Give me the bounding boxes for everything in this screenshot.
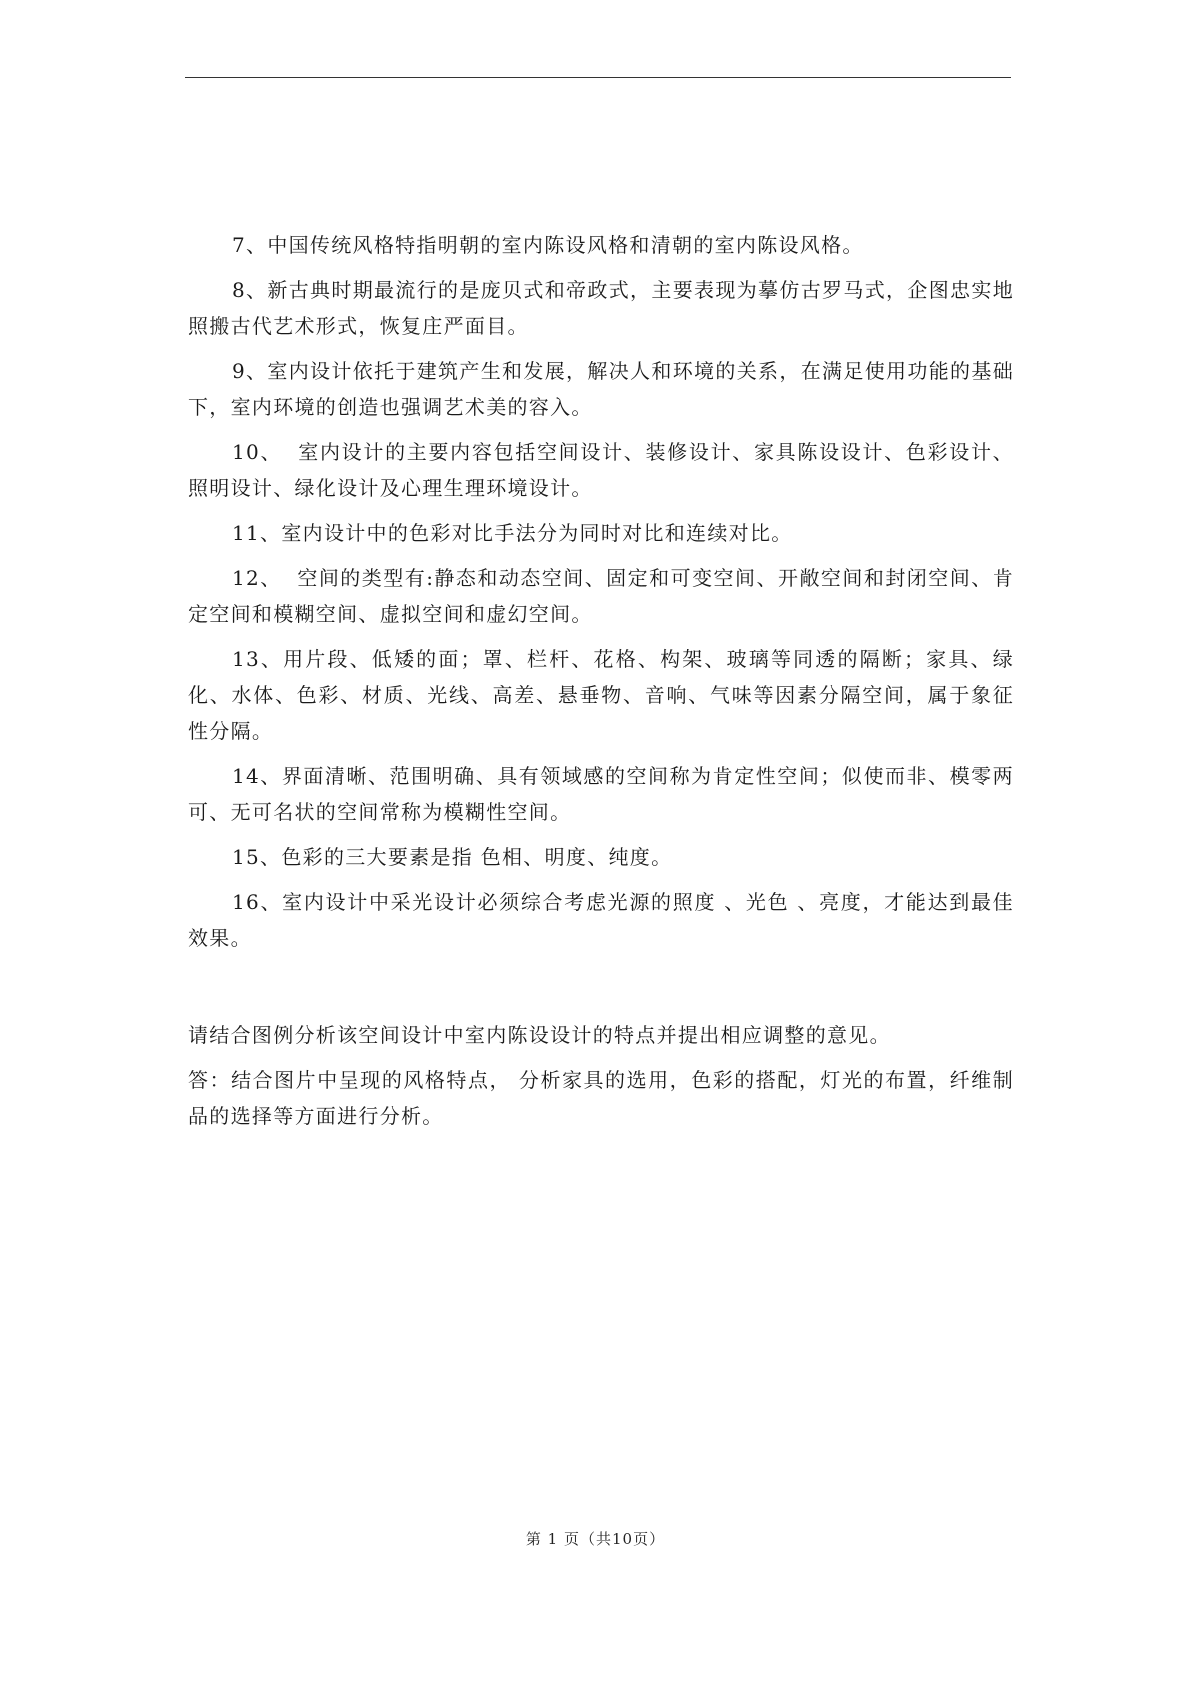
list-item-10: 10、 室内设计的主要内容包括空间设计、装修设计、家具陈设设计、色彩设计、照明设计、绿化设计及心理生理环境设计。	[188, 440, 1014, 500]
document-body	[188, 227, 1014, 1143]
header-rule	[185, 77, 1011, 78]
list-item-15: 15、色彩的三大要素是指 色相、明度、纯度。	[232, 845, 673, 869]
list-item-16: 16、室内设计中采光设计必须综合考虑光源的照度 、光色 、亮度，才能达到最佳效果。	[188, 890, 1014, 950]
list-item-11: 11、室内设计中的色彩对比手法分为同时对比和连续对比。	[232, 521, 793, 545]
page-footer: 第 1 页（共10页）	[525, 1530, 666, 1548]
section-gap	[188, 965, 1014, 1017]
list-item-7: 7、中国传统风格特指明朝的室内陈设风格和清朝的室内陈设风格。	[232, 233, 864, 257]
list-item-8: 8、新古典时期最流行的是庞贝式和帝政式，主要表现为摹仿古罗马式，企图忠实地照搬古代艺术形式，恢复庄严面目。	[188, 278, 1014, 338]
list-item-12: 12、 空间的类型有:静态和动态空间、固定和可变空间、开敞空间和封闭空间、肯定空间和模糊空间、虚拟空间和虚幻空间。	[188, 566, 1014, 626]
answer-text: 答：结合图片中呈现的风格特点， 分析家具的选用，色彩的搭配，灯光的布置，纤维制品的选择等方面进行分析。	[188, 1068, 1014, 1128]
question-text: 请结合图例分析该空间设计中室内陈设设计的特点并提出相应调整的意见。	[188, 1023, 891, 1047]
list-item-9: 9、室内设计依托于建筑产生和发展，解决人和环境的关系，在满足使用功能的基础下，室内环境的创造也强调艺术美的容入。	[188, 359, 1014, 419]
list-item-14: 14、界面清晰、范围明确、具有领域感的空间称为肯定性空间；似使而非、模零两可、无可名状的空间常称为模糊性空间。	[188, 764, 1014, 824]
list-item-13: 13、用片段、低矮的面；罩、栏杆、花格、构架、玻璃等同透的隔断；家具、绿化、水体、色彩、材质、光线、高差、悬垂物、音响、气味等因素分隔空间，属于象征性分隔。	[188, 647, 1014, 743]
